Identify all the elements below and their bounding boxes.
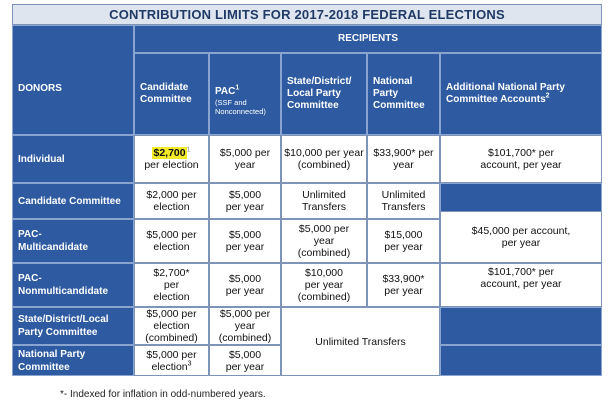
cell-np-additional-empty [440,345,602,376]
col-header-pac [209,53,281,135]
recipients-label: RECIPIENTS [337,33,398,44]
row-header-candidate-committee: Candidate Committee [12,183,134,219]
cell-cc-national: Unlimited Transfers [367,183,440,219]
footnote: *- Indexed for inflation in odd-numbered years. [60,389,266,400]
table-title: CONTRIBUTION LIMITS FOR 2017-2018 FEDERAL ELECTIONS [12,4,602,25]
cell-pm-candidate: $5,000 per election [134,219,209,263]
col-header-state-local-label: State/District/ Local Party Committee [287,76,352,111]
cell-unlimited-transfers: Unlimited Transfers [281,307,440,376]
row-header-pac-multi: PAC- Multicandidate [12,219,134,263]
cell-cc-state: Unlimited Transfers [281,183,367,219]
col-header-national-party [367,53,440,135]
cell-pn-national: $33,900* per year [367,263,440,307]
cell-pn-pac: $5,000 per year [209,263,281,307]
cell-cc-candidate: $2,000 per election [134,183,209,219]
cell-individual-additional: $101,700* per account, per year [440,135,602,183]
cell-period: per election [144,159,199,171]
cell-pn-additional: $101,700* per account, per year [440,263,602,307]
col-header-pac-sublabel: (SSF and Nonconnected) [215,98,266,116]
cell-sp-pac: $5,000 per year (combined) [209,307,281,345]
cell-individual-pac: $5,000 per year [209,135,281,183]
cell-np-candidate-text: $5,000 per election [146,348,197,373]
col-header-pac-label: PAC [215,86,236,97]
row-header-state-party: State/District/Local Party Committee [12,307,134,345]
cell-cc-pac: $5,000 per year [209,183,281,219]
row-header-pac-nonmulti: PAC- Nonmulticandidate [12,263,134,307]
col-header-state-local [281,53,367,135]
col-header-additional-accounts [440,53,602,135]
col-header-additional-label: Additional National Party Committee Accounts [446,82,565,105]
row-header-individual: Individual [12,135,134,183]
contribution-limits-table [12,4,602,376]
cell-pn-state: $10,000 per year (combined) [281,263,367,307]
cell-individual-state: $10,000 per year (combined) [281,135,367,183]
cell-np-candidate [134,345,209,376]
cell-individual-national: $33,900* per year [367,135,440,183]
cell-pm-national: $15,000 per year [367,219,440,263]
footnote-2-mark: 2 [545,92,550,100]
cell-pm-additional: $45,000 per account, per year [440,211,602,263]
cell-pm-state: $5,000 per year (combined) [281,219,367,263]
footnote-1-mark: 1 [235,84,240,92]
highlighted-amount: $2,700 [153,147,186,159]
col-header-national-label: National Party Committee [373,76,425,111]
cell-sp-additional-empty [440,307,602,345]
recipients-header [134,25,602,53]
cell-mark: 1 [186,146,191,154]
col-header-candidate-label: Candidate Committee [140,82,192,105]
col-header-candidate-committee [134,53,209,135]
cell-pm-pac: $5,000 per year [209,219,281,263]
cell-sp-candidate: $5,000 per election (combined) [134,307,209,345]
cell-individual-candidate [134,135,209,183]
footnote-3-mark: 3 [187,360,192,367]
cell-np-pac: $5,000 per year [209,345,281,376]
row-header-national-party: National Party Committee [12,345,134,376]
cell-pn-candidate: $2,700* per election [134,263,209,307]
donors-header: DONORS [12,25,134,135]
